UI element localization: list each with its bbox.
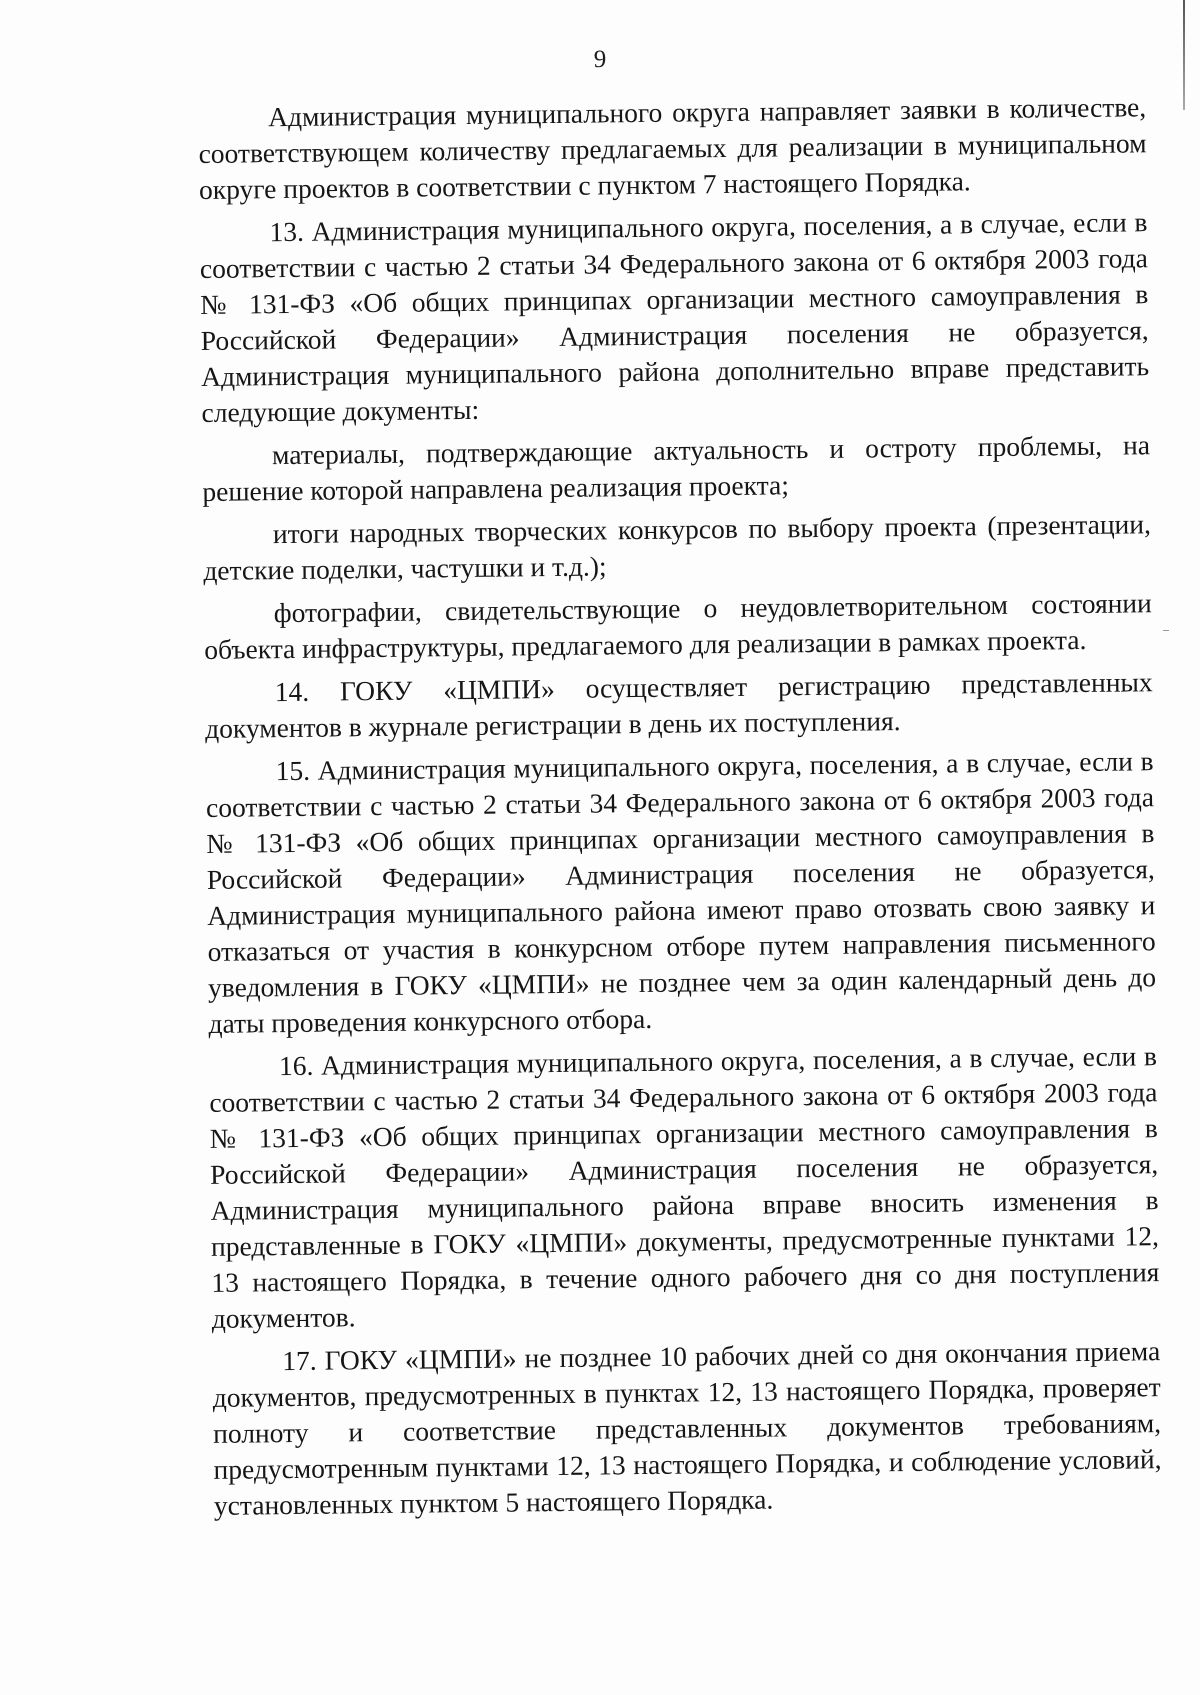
paragraph-17: 17. ГОКУ «ЦМПИ» не позднее 10 рабочих дней со дня окончания приема документов, предусмотренных в пунктах 12, 13 настоящего Порядка, проверяет полноту и соответствие представленных документов требованиям, предусмотренным пунктами 12, 13 настоящего Порядка, и соблюдение условий, установленных пунктом 5 настоящего Порядка. <box>212 1335 1162 1521</box>
paragraph-15: 15. Администрация муниципального округа, поселения, а в случае, если в соответствии с частью 2 статьи 34 Федерального закона от 6 октября 2003 года № 131-ФЗ «Об общих принципах организации местного самоуправления в Российской Федерации» Администрация поселения не образуется, Администрация муниципального района имеют право отозвать свою заявку и отказаться от участия в конкурсном отборе путем направления письменного уведомления в ГОКУ «ЦМПИ» не позднее чем за один календарный день до даты проведения конкурсного отбора. <box>205 745 1157 1039</box>
paragraph-14: 14. ГОКУ «ЦМПИ» осуществляет регистрацию представленных документов в журнале регистрации в день их поступления. <box>204 666 1153 744</box>
paragraph-13-materials: материалы, подтверждающие актуальность и остроту проблемы, на решение которой направлена реализация проекта; <box>202 429 1151 507</box>
paragraph-13: 13. Администрация муниципального округа, поселения, а в случае, если в соответствии с частью 2 статьи 34 Федерального закона от 6 октября 2003 года № 131-ФЗ «Об общих принципах организации местного самоуправления в Российской Федерации» Администрация поселения не образуется, Администрация муниципального района дополнительно вправе представить следующие документы: <box>199 206 1150 428</box>
paragraph-13-contests: итоги народных творческих конкурсов по выбору проекта (презентации, детские поделки, частушки и т.д.); <box>203 508 1152 586</box>
scan-mark <box>1163 630 1169 631</box>
paragraph-13-photos: фотографии, свидетельствующие о неудовлетворительном состоянии объекта инфраструктуры, предлагаемого для реализации в рамках проекта. <box>204 587 1152 665</box>
page-number: 9 <box>593 46 607 73</box>
document-body <box>198 89 1162 1531</box>
paragraph-applications-count: Администрация муниципального округа направляет заявки в количестве, соответствующем количеству предлагаемых для реализации в муниципальном округе проектов в соответствии с пунктом 7 настоящего Порядка. <box>198 91 1147 205</box>
paragraph-16: 16. Администрация муниципального округа, поселения, а в случае, если в соответствии с частью 2 статьи 34 Федерального закона от 6 октября 2003 года № 131-ФЗ «Об общих принципах организации местного самоуправления в Российской Федерации» Администрация поселения не образуется, Администрация муниципального района вправе вносить изменения в представленные в ГОКУ «ЦМПИ» документы, предусмотренные пунктами 12, 13 настоящего Порядка, в течение одного рабочего дня со дня поступления документов. <box>209 1040 1160 1334</box>
